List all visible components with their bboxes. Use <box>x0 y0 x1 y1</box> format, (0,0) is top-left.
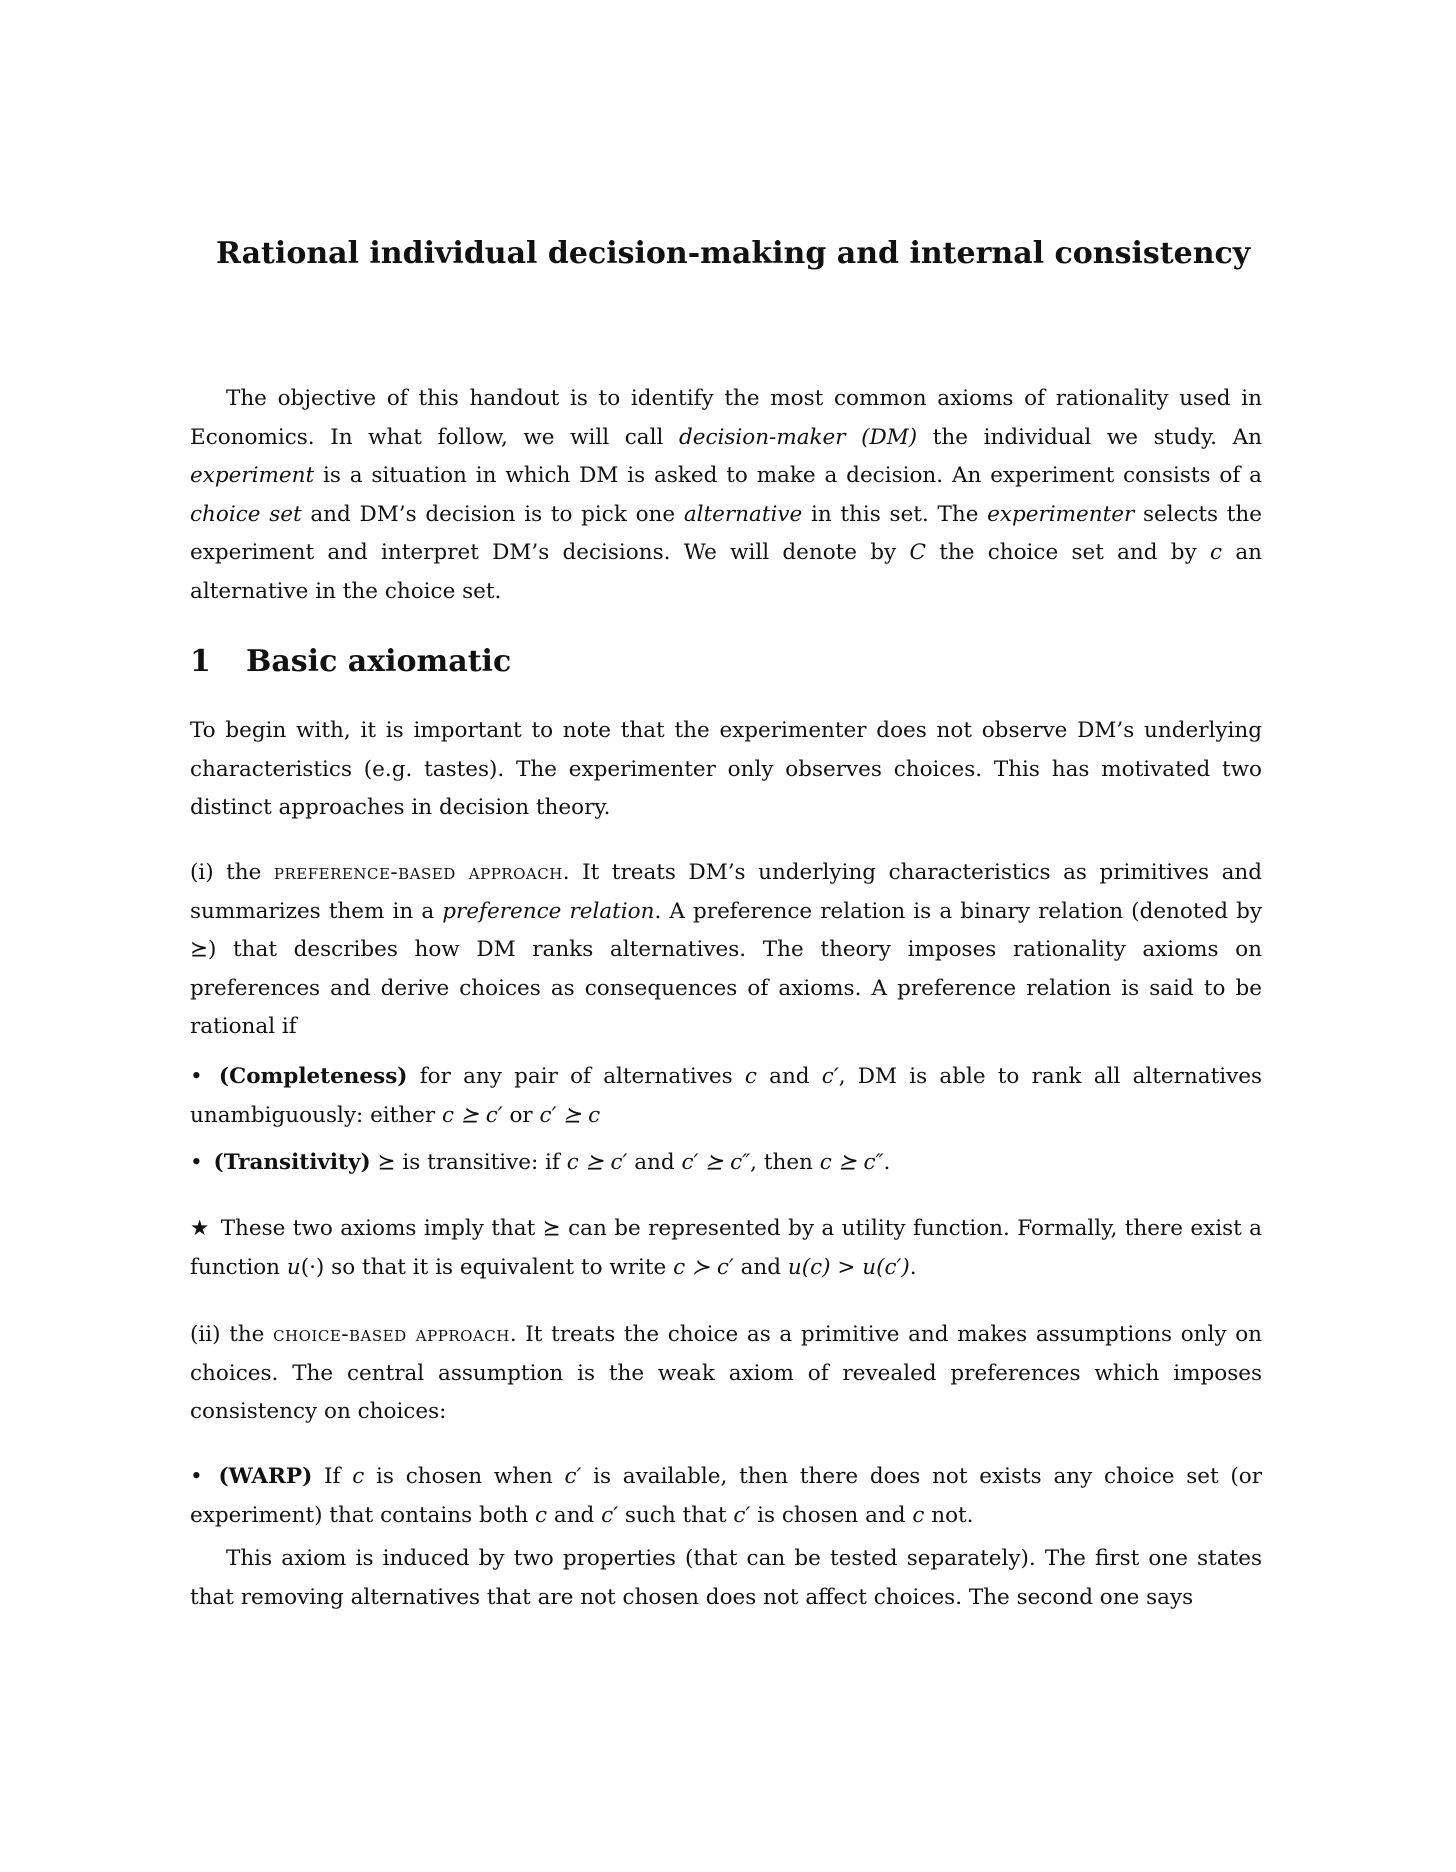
warp-block <box>190 1458 1262 1535</box>
math-u-arg: (·) <box>300 1254 325 1280</box>
pref-text-4: ) that describes how DM ranks alternatives. The theory imposes rationality axioms on preferences and derive choices as consequences of axioms. A preference relation is said to be rational if <box>190 937 1262 1040</box>
term-experiment: experiment <box>190 463 315 489</box>
transitivity-axiom <box>190 1144 1262 1183</box>
intro-text-8: an alternative in the choice set. <box>190 540 1262 604</box>
completeness-text-2: and <box>756 1064 822 1089</box>
intro-paragraph <box>190 380 1262 612</box>
bullet-icon: • <box>190 1464 203 1489</box>
term-decision-maker: decision-maker (DM) <box>678 424 918 450</box>
warp-math-2: c′ <box>564 1464 582 1489</box>
transitivity-text-3: , then <box>750 1150 820 1175</box>
warp-text-1: If <box>312 1464 353 1489</box>
completeness-label: (Completeness) <box>218 1064 408 1089</box>
completeness-math-3: c ⪰ c′ <box>442 1102 503 1128</box>
completeness-math-4: c′ ⪰ c <box>539 1102 601 1128</box>
utility-note <box>190 1210 1262 1287</box>
intro-text-2: the individual we study. An <box>917 424 1262 450</box>
term-alternative: alternative <box>683 501 803 527</box>
completeness-axiom <box>190 1058 1262 1135</box>
note-math-1: c ≻ c′ <box>673 1254 734 1280</box>
warp-math-1: c <box>352 1464 365 1489</box>
term-preference-relation: preference relation <box>442 898 655 924</box>
transitivity-text-1: is transitive: if <box>395 1150 567 1175</box>
transitivity-label: (Transitivity) <box>213 1150 371 1175</box>
note-text-4: and <box>733 1254 788 1280</box>
warp-math-6: c <box>912 1502 925 1528</box>
note-text-5: . <box>909 1254 917 1280</box>
utility-note-block <box>190 1210 1262 1287</box>
term-experimenter: experimenter <box>987 501 1135 527</box>
warp-text-2: is chosen when <box>364 1464 565 1489</box>
completeness-text-3: , DM is able to rank all alternatives unambiguously: either <box>190 1064 1262 1128</box>
succeq-symbol: ⪰ <box>542 1216 561 1241</box>
choice-text-1: (ii) the <box>190 1322 274 1347</box>
intro-text-7: the choice set and by <box>925 540 1210 566</box>
last-paragraph: This axiom is induced by two properties (that can be tested separately). The first one states that removing alternatives that are not chosen does not affect choices. The second one says <box>190 1546 1262 1610</box>
intro-text-5: in this set. The <box>802 501 988 527</box>
section-number: 1 <box>190 644 211 679</box>
begin-paragraph-block <box>190 712 1262 828</box>
succeq-symbol: ⪰ <box>370 1150 396 1175</box>
transitivity-math-1: c ⪰ c′ <box>566 1150 628 1175</box>
pref-text-3: . A preference relation is a binary relation (denoted by <box>654 898 1262 924</box>
choice-text-2: . It treats the choice as a primitive and makes assumptions only on choices. The central assumption is the weak axiom of revealed preferences which imposes consistency on choices: <box>190 1322 1262 1425</box>
completeness-text-1: for any pair of alternatives <box>407 1064 745 1089</box>
preference-approach-paragraph <box>190 854 1262 1047</box>
math-C: C <box>909 540 926 566</box>
note-text-2: can be represented by a utility function. Formally, there exist a function <box>190 1216 1262 1280</box>
warp-label: (WARP) <box>218 1464 313 1489</box>
transitivity-math-3: c ⪰ c″ <box>819 1150 884 1175</box>
intro-text-4: and DM’s decision is to pick one <box>301 501 684 527</box>
math-c: c <box>1210 540 1223 566</box>
bullet-icon: • <box>190 1150 203 1175</box>
warp-math-4: c′ <box>601 1502 619 1528</box>
warp-text-3: is available, then there does not exists any choice set (or experiment) that contains both <box>190 1464 1262 1528</box>
intro-paragraph-block <box>190 380 1262 612</box>
warp-axiom <box>190 1458 1262 1535</box>
warp-text-7: not. <box>924 1502 974 1528</box>
term-choice-set: choice set <box>190 501 302 527</box>
warp-text-4: and <box>547 1502 602 1528</box>
transitivity-block <box>190 1144 1262 1183</box>
begin-paragraph: To begin with, it is important to note that the experimenter does not observe DM’s underlying characteristics (e.g. tastes). The experimenter only observes choices. This has motivated two distinct approaches in decision theory. <box>190 718 1262 821</box>
star-icon: ★ <box>190 1216 210 1241</box>
completeness-math-1: c <box>744 1064 757 1089</box>
warp-text-5: such that <box>618 1502 734 1528</box>
choice-approach-block <box>190 1316 1262 1432</box>
intro-text-6: selects the experiment and interpret DM’s decisions. We will denote by <box>190 501 1262 566</box>
pref-text-1: (i) the <box>190 860 274 885</box>
warp-math-3: c <box>535 1502 548 1528</box>
section-title: Basic axiomatic <box>246 644 512 679</box>
note-text-1: These two axioms imply that <box>213 1216 543 1241</box>
transitivity-text-2: and <box>627 1150 682 1175</box>
intro-text-1: The objective of this handout is to identify the most common axioms of rationality used in Economics. In what follow, we will call <box>190 386 1262 450</box>
section-heading <box>190 644 511 679</box>
note-math-2: u(c) > u(c′) <box>787 1254 910 1280</box>
warp-text-6: is chosen and <box>750 1502 913 1528</box>
page-title: Rational individual decision-making and internal consistency <box>216 236 1251 271</box>
math-u: u <box>286 1254 301 1280</box>
completeness-math-2: c′ <box>821 1064 839 1089</box>
succeq-symbol: ⪰ <box>190 937 209 963</box>
completeness-text-4: or <box>502 1102 540 1128</box>
last-paragraph-block <box>190 1540 1262 1617</box>
intro-text-3: is a situation in which DM is asked to make a decision. An experiment consists of a <box>314 463 1262 489</box>
bullet-icon: • <box>190 1064 203 1089</box>
transitivity-math-2: c′ ⪰ c″ <box>681 1150 751 1175</box>
preference-approach-block <box>190 854 1262 1047</box>
pref-approach-name: preference-based approach <box>273 860 563 885</box>
transitivity-text-4: . <box>883 1150 891 1175</box>
note-text-3: so that it is equivalent to write <box>324 1254 674 1280</box>
choice-approach-name: choice-based approach <box>273 1322 510 1347</box>
warp-math-5: c′ <box>733 1502 751 1528</box>
choice-approach-paragraph <box>190 1316 1262 1432</box>
pref-text-2: . It treats DM’s underlying characteristics as primitives and summarizes them in a <box>190 860 1262 924</box>
completeness-block <box>190 1058 1262 1135</box>
